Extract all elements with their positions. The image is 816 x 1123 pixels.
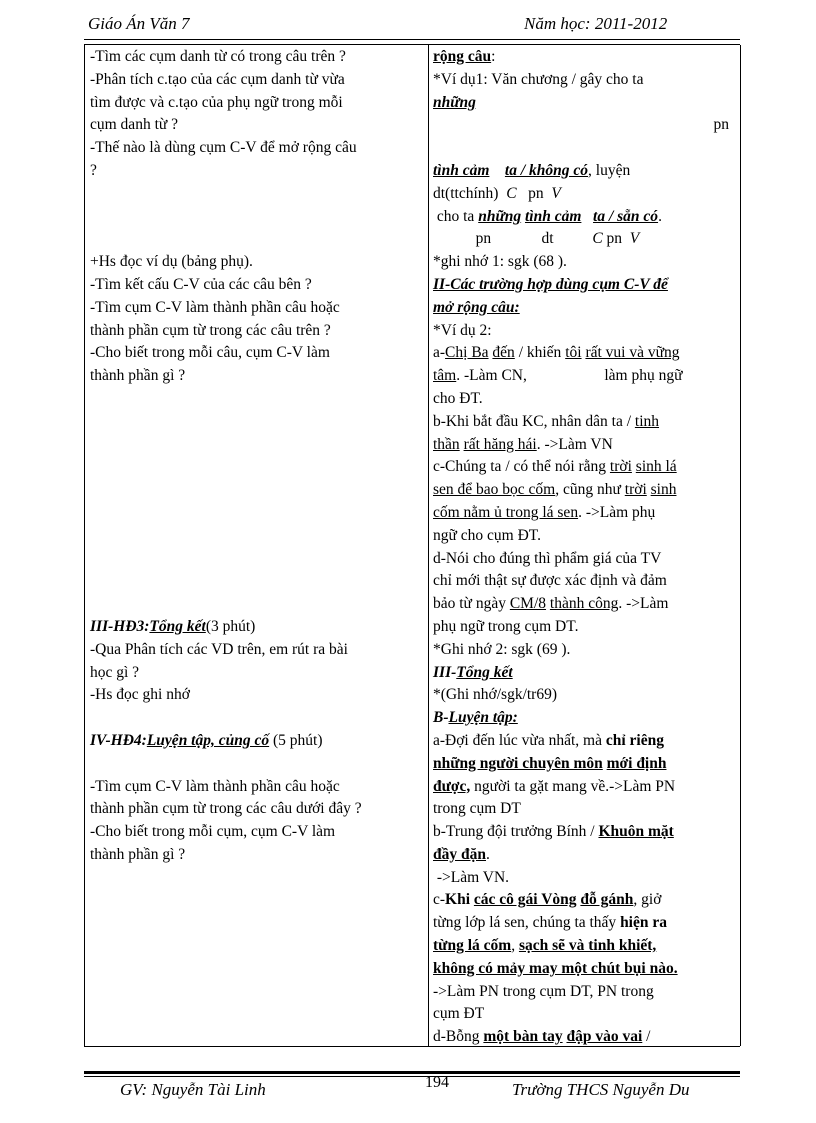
section-heading: II-Các trường hợp dùng cụm C-V để [433,275,668,293]
content-line: phụ ngữ trong cụm DT. [433,617,579,635]
question: ? [90,161,97,179]
content-line: trong cụm DT [433,800,521,818]
content-line: b-Khi bắt đầu KC, nhân dân ta / tinh [433,412,660,430]
activity-heading-hd4: IV-HĐ4:Luyện tập, củng cố (5 phút) [90,731,323,749]
header-left: Giáo Án Văn 7 [88,14,190,33]
question: -Qua Phân tích các VD trên, em rút ra bài [90,640,348,658]
table-left-border [84,45,85,1046]
question: tìm được và c.tạo của phụ ngữ trong mỗi [90,93,343,111]
section-heading: B-Luyện tập: [433,709,518,727]
content-line: từng lớp lá sen, chúng ta thấy hiện ra [433,914,667,932]
footer-school: Trường THCS Nguyễn Du [512,1080,690,1099]
content-line: ->Làm PN trong cụm DT, PN trong [433,982,654,1000]
question: học gì ? [90,663,140,681]
content-line: ->Làm VN. [433,868,510,886]
page-number: 194 [425,1074,449,1091]
question: -Cho biết trong mỗi câu, cụm C-V làm [90,344,330,362]
table-top-border [84,44,740,45]
student-instruction: +Hs đọc ví dụ (bảng phụ). [90,253,253,271]
content-line: c-Khi các cô gái Vòng đỗ gánh, giở [433,891,662,909]
content-line: rộng câu: [433,48,496,65]
content-line: *Ví dụ1: Văn chương / gây cho ta [433,70,644,88]
table-right-border [740,45,741,1046]
content-line: đầy đặn. [433,845,490,863]
content-line: c-Chúng ta / có thể nói rằng trời sinh lá [433,458,677,476]
content-line: sen để bao bọc cốm, cũng như trời sinh [433,481,677,499]
content-line: những [433,93,476,111]
content-line: pn dt C pn V [475,230,640,248]
content-line: từng lá cốm, sạch sẽ và tinh khiết, [433,937,657,955]
question: -Thế nào là dùng cụm C-V để mở rộng câu [90,139,357,157]
footer-rule-thin [84,1076,740,1077]
content-line: được, người ta gặt mang về.->Làm PN [433,777,676,795]
content-line: bảo từ ngày CM/8 thành công. ->Làm [433,595,669,613]
content-line: tình cảm ta / không có, luyện [433,161,631,179]
content-line: không có mảy may một chút bụi nào. [433,959,678,977]
table-column-divider [428,45,429,1046]
content-line: d-Nói cho đúng thì phẩm giá của TV [433,549,662,567]
question: thành phần cụm từ trong các câu dưới đây ? [90,800,362,818]
content-line: *Ghi nhớ 2: sgk (69 ). [433,640,571,658]
section-heading: III-Tổng kết [433,663,513,681]
question: -Tìm các cụm danh từ có trong câu trên ? [90,48,346,65]
question: -Tìm kết cấu C-V của các câu bên ? [90,275,312,293]
teacher-activity-column [90,46,422,867]
content-line: chỉ mới thật sự được xác định và đảm [433,572,667,590]
content-line: ngữ cho cụm ĐT. [433,526,541,544]
question: -Cho biết trong mỗi cụm, cụm C-V làm [90,823,336,841]
header-right: Năm học: 2011-2012 [524,14,668,33]
header-rule [84,39,740,40]
content-line: những người chuyên môn mới định [433,754,667,772]
question: -Phân tích c.tạo của các cụm danh từ vừa [90,70,345,88]
lesson-content-column [433,46,737,1049]
content-line: thần rất hăng hái. ->Làm VN [433,435,613,453]
question: thành phần gì ? [90,845,186,863]
student-instruction: -Hs đọc ghi nhớ [90,686,190,704]
content-line: b-Trung đội trưởng Bính / Khuôn mặt [433,823,674,841]
content-line: cho ĐT. [433,389,483,407]
content-line: a-Chị Ba đến / khiến tôi rất vui và vững [433,344,680,362]
content-line: pn [713,116,729,134]
question: -Tìm cụm C-V làm thành phần câu hoặc [90,298,340,316]
content-line: dt(ttchính) C pn V [433,184,561,202]
footer-rule-thick [84,1071,740,1074]
content-line: a-Đợi đến lúc vừa nhất, mà chỉ riêng [433,731,664,749]
question: thành phần gì ? [90,367,186,385]
question: thành phần cụm từ trong các câu trên ? [90,321,331,339]
content-line: tâm. -Làm CN, làm phụ ngữ [433,367,683,385]
content-line: *(Ghi nhớ/sgk/tr69) [433,686,558,704]
content-line: *ghi nhớ 1: sgk (68 ). [433,253,567,271]
activity-heading-hd3: III-HĐ3:Tổng kết(3 phút) [90,617,256,635]
content-line: cụm ĐT [433,1005,485,1023]
content-line: *Ví dụ 2: [433,321,492,339]
footer-teacher: GV: Nguyễn Tài Linh [120,1080,266,1099]
content-line: cốm nằm ủ trong lá sen. ->Làm phụ [433,503,656,521]
question: -Tìm cụm C-V làm thành phần câu hoặc [90,777,340,795]
content-line: d-Bỗng một bàn tay đập vào vai / [433,1028,651,1046]
content-line: cho ta những tình cảm ta / sẵn có. [433,207,662,225]
section-heading: mở rộng câu: [433,298,520,316]
question: cụm danh từ ? [90,116,179,134]
